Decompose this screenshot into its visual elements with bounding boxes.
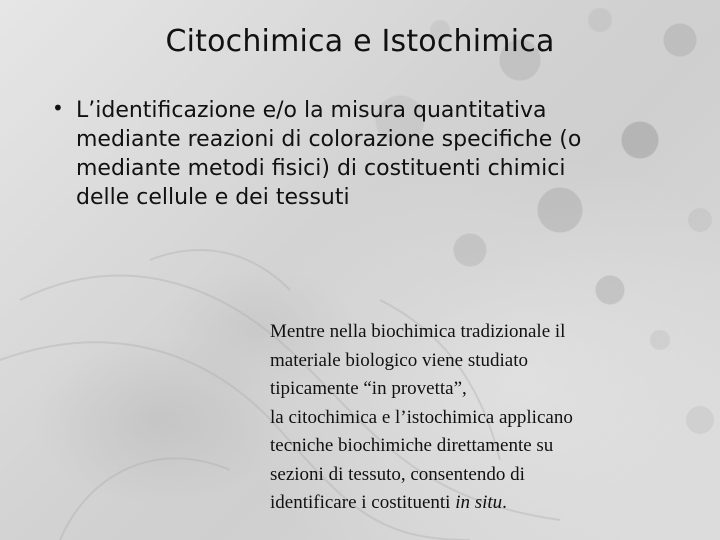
paragraph-line-end: . bbox=[502, 492, 507, 513]
paragraph-line: identificare i costituenti bbox=[270, 492, 456, 513]
paragraph-line: tipicamente “in provetta”, bbox=[270, 378, 467, 399]
slide-title: Citochimica e Istochimica bbox=[165, 24, 555, 59]
paragraph-line: tecniche biochimiche direttamente su bbox=[270, 435, 554, 456]
italic-term: in situ bbox=[455, 492, 503, 513]
paragraph-line: materiale biologico viene studiato bbox=[270, 349, 529, 371]
bullet-text: L’identificazione e/o la misura quantitativa mediante reazioni di colorazione specifiche (o mediante metodi fisici) di costituenti chimici delle cellule e dei tessuti bbox=[76, 98, 582, 210]
body-paragraph bbox=[270, 318, 680, 518]
paragraph-line: Mentre nella biochimica tradizionale il bbox=[270, 321, 566, 342]
paragraph-line: la citochimica e l’istochimica applicano bbox=[270, 406, 573, 428]
paragraph-line: sezioni di tessuto, consentendo di bbox=[270, 463, 525, 485]
bullet-marker: • bbox=[52, 96, 64, 120]
